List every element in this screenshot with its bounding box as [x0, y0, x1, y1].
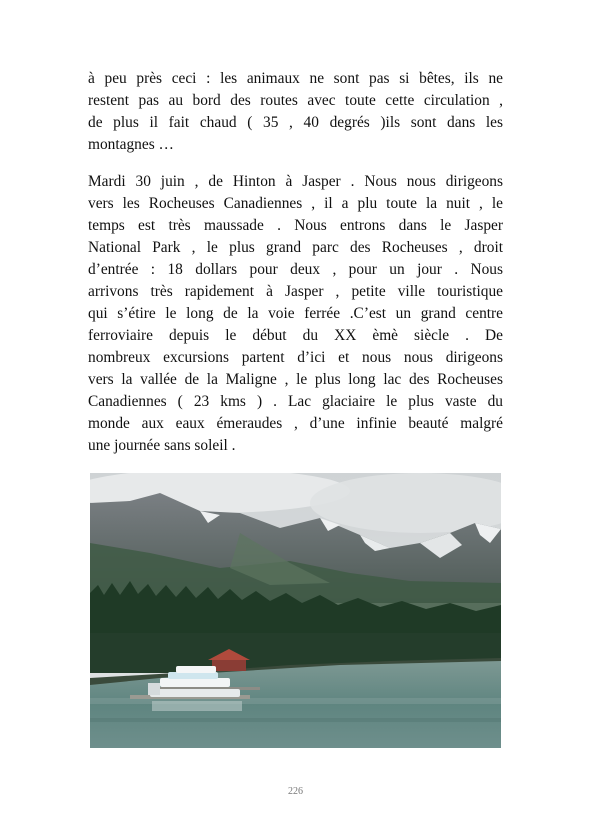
paragraph-2: [88, 171, 503, 457]
text-line: Mardi 30 juin , de Hinton à Jasper . Nous nous dirigeons: [88, 173, 503, 190]
text-line: une journée sans soleil .: [88, 437, 236, 454]
text-line: d’entrée : 18 dollars pour deux , pour un jour . Nous: [88, 261, 503, 278]
maligne-lake-photo: [90, 473, 501, 748]
text-line: qui s’étire le long de la voie ferrée .C’est un grand centre: [88, 305, 503, 322]
text-line: ferroviaire depuis le début du XX èmè siècle . De: [88, 327, 503, 344]
paragraph-1: [88, 68, 503, 156]
text-line: restent pas au bord des routes avec toute cette circulation ,: [88, 92, 503, 109]
text-line: arrivons très rapidement à Jasper , petite ville touristique: [88, 283, 503, 300]
text-line: temps est très maussade . Nous entrons dans le Jasper: [88, 217, 503, 234]
text-line: Canadiennes ( 23 kms ) . Lac glaciaire le plus vaste du: [88, 393, 503, 410]
text-line: National Park , le plus grand parc des Rocheuses , droit: [88, 239, 503, 256]
text-line: à peu près ceci : les animaux ne sont pas si bêtes, ils ne: [88, 70, 503, 87]
text-line: nombreux excursions partent d’ici et nous nous dirigeons: [88, 349, 503, 366]
page-number: 226: [288, 786, 303, 797]
text-line: monde aux eaux émeraudes , d’une infinie beauté malgré: [88, 415, 503, 432]
text-line: de plus il fait chaud ( 35 , 40 degrés )ils sont dans les: [88, 114, 503, 131]
text-line: vers la vallée de la Maligne , le plus long lac des Rocheuses: [88, 371, 503, 388]
text-line: montagnes …: [88, 136, 174, 153]
text-line: vers les Rocheuses Canadiennes , il a plu toute la nuit , le: [88, 195, 503, 212]
